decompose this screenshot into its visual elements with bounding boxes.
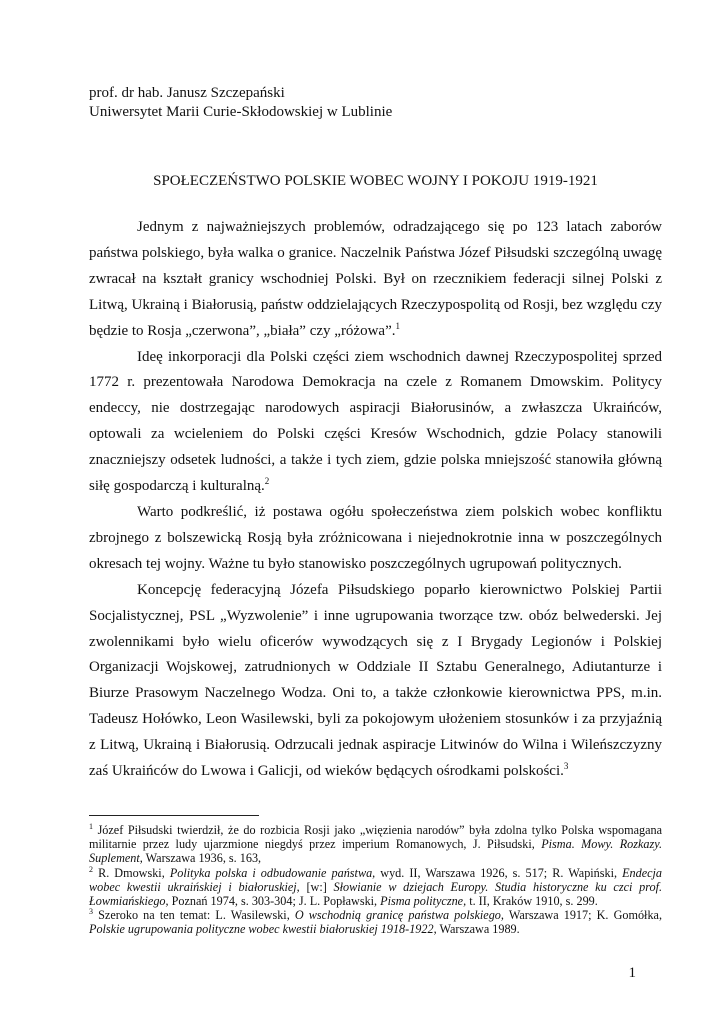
paragraph: Warto podkreślić, iż postawa ogółu społeczeństwa ziem polskich wobec konfliktu zbrojnego z bolszewicką Rosją była zróżnicowana i niejednokrotnie inna w poszczególnych okresach tej wojny. Ważne tu było stanowisko poszczególnych ugrupowań politycznych. — [89, 503, 662, 572]
footnotes — [89, 823, 662, 937]
footnote-separator — [89, 815, 259, 816]
body-text — [89, 215, 662, 785]
paragraph: Koncepcję federacyjną Józefa Piłsudskiego poparło kierownictwo Polskiej Partii Socjalistycznej, PSL „Wyzwolenie” i inne ugrupowania tworzące tzw. obóz belwederski. Jej zwolennikami było wielu oficerów wywodzących się z I Brygady Legionów i Polskiej Organizacji Wojskowej, zatrudnionych w Oddziale II Sztabu Generalnego, Adiutanturze i Biurze Prasowym Naczelnego Wodza. Oni to, a także członkowie kierownictwa PPS, m.in. Tadeusz Hołówko, Leon Wasilewski, byli za pokojowym ułożeniem stosunków i za przyjaźnią z Litwą, Ukrainą i Białorusią. Odrzucali jednak aspiracje Litwinów do Wilna i Wileńszczyzny zaś Ukraińców do Lwowa i Galicji, od wieków będących ośrodkami polskości.$^3$ — [89, 581, 662, 780]
footnote-2: $^2$ R. Dmowski, Polityka polska i odbudowanie państwa, wyd. II, Warszawa 1926, s. 517; R. Wapiński, Endecja wobec kwestii ukraińskiej i białoruskiej, [w:] Słowianie w dziejach Europy. Studia historyczne ku czci prof. Łowmiańskiego, Poznań 1974, s. 303-304; J. L. Popławski, Pisma polityczne, t. II, Kraków 1910, s. 299. — [89, 864, 663, 909]
footnote-ref: 1 — [395, 320, 400, 331]
footnote-ref: 3 — [563, 761, 569, 772]
footnote-1: $^1$ Józef Piłsudski twierdził, że do rozbicia Rosji jako „więzienia narodów” była zdolna tylko Polska wspomagana militarnie przez ludy ujarzmione niegdyś przez imperium Romanowych, J. Piłsudski, Pisma. Mowy. Rozkazy. Suplement, Warszawa 1936, s. 163, — [89, 822, 663, 866]
paragraph: Ideę inkorporacji dla Polski części ziem wschodnich dawnej Rzeczypospolitej sprzed 1772 r. prezentowała Narodowa Demokracja na czele z Romanem Dmowskim. Politycy endeccy, nie dostrzegając narodowych aspiracji Białorusinów, a zwłaszcza Ukraińców, optowali za wcieleniem do Polski części Kresów Wschodnich, gdzie Polacy stanowili znaczniejszy odsetek ludności, a także i tych ziem, gdzie polska mniejszość stanowiła główną siłę gospodarczą i kulturalną.$^2$ — [89, 348, 662, 495]
footnote-3: $^3$ Szeroko na ten temat: L. Wasilewski, O wschodnią granicę państwa polskiego, Warszawa 1917; K. Gomółka, Polskie ugrupowania polityczne wobec kwestii białoruskiej 1918-1922, Warszawa 1989. — [89, 907, 662, 937]
author-affiliation: Uniwersytet Marii Curie-Skłodowskiej w Lublinie — [89, 104, 393, 120]
paragraph: Jednym z najważniejszych problemów, odradzającego się po 123 latach zaborów państwa polskiego, była walka o granice. Naczelnik Państwa Józef Piłsudski szczególną uwagę zwracał na kształt granicy wschodniej Polski. Był on rzecznikiem federacji silnej Polski z Litwą, Ukrainą i Białorusią, państw oddzielających Rzeczypospolitą od Rosji, bez względu czy będzie to Rosja „czerwona”, „biała” czy „różowa”.$^1$ — [89, 219, 662, 339]
author-name: prof. dr hab. Janusz Szczepański — [89, 85, 285, 101]
page-number: 1 — [628, 965, 636, 981]
document-title: SPOŁECZEŃSTWO POLSKIE WOBEC WOJNY I POKOJU 1919-1921 — [153, 173, 598, 189]
author-block — [89, 84, 392, 122]
footnote-ref: 2 — [264, 476, 270, 487]
